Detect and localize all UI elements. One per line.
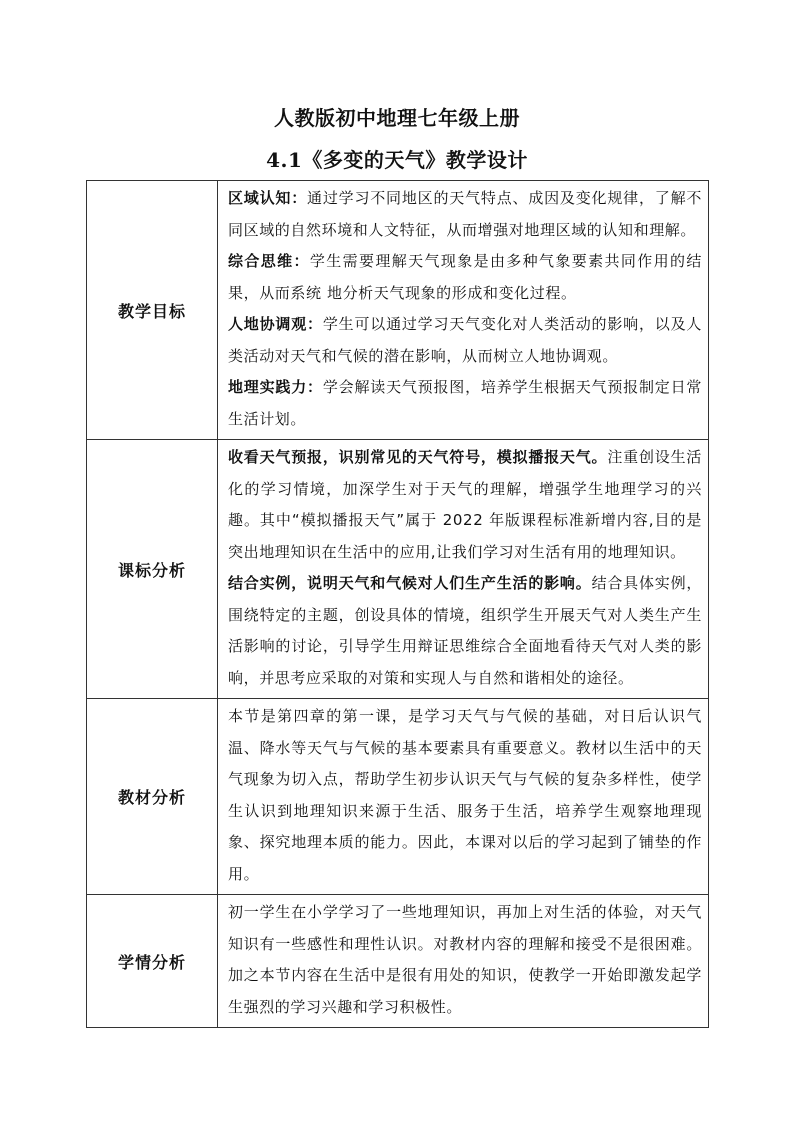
goal-term: 地理实践力： [228, 378, 323, 396]
row-content-students [218, 895, 709, 1028]
table-row-standards [87, 440, 709, 699]
standard-item [228, 568, 702, 694]
row-content-goals [218, 181, 709, 440]
goal-item [228, 183, 702, 246]
standard-term: 收看天气预报，识别常见的天气符号，模拟播报天气。 [228, 448, 608, 466]
goal-text: 学会解读天气预报图，培养学生根据天气预报制定日常生活计划。 [228, 378, 702, 428]
row-content-standards [218, 440, 709, 699]
goal-text: 学生可以通过学习天气变化对人类活动的影响，以及人类活动对天气和气候的潜在影响，从而树立人地协调观。 [228, 315, 702, 365]
goal-item [228, 372, 702, 435]
goal-item [228, 246, 702, 309]
row-label-standards: 课标分析 [87, 440, 218, 699]
goal-item [228, 309, 702, 372]
document-subtitle: 4.1《多变的天气》教学设计 [266, 148, 528, 172]
goal-term: 区域认知： [228, 189, 308, 207]
table-row-students [87, 895, 709, 1028]
textbook-text: 本节是第四章的第一课，是学习天气与气候的基础，对日后认识气温、降水等天气与气候的基本要素具有重要意义。教材以生活中的天气现象为切入点，帮助学生初步认识天气与气候的复杂多样性，使学生认识到地理知识来源于生活、服务于生活，培养学生观察地理现象、探究地理本质的能力。因此，本课对以后的学习起到了铺垫的作用。 [228, 707, 702, 883]
table-row-textbook [87, 699, 709, 895]
lesson-design-table [86, 180, 709, 1028]
goal-text: 通过学习不同地区的天气特点、成因及变化规律，了解不同区域的自然环境和人文特征，从而增强对地理区域的认知和理解。 [228, 189, 702, 239]
document-title: 人教版初中地理七年级上册 [274, 106, 520, 130]
standard-item [228, 442, 702, 568]
goal-term: 人地协调观： [228, 315, 323, 333]
row-label-textbook: 教材分析 [87, 699, 218, 895]
standard-text: 注重创设生活化的学习情境，加深学生对于天气的理解，增强学生地理学习的兴趣。其中“模拟播报天气”属于 2022 年版课程标准新增内容,目的是突出地理知识在生活中的应用,让我们学习对生活有用的地理知识。 [228, 448, 702, 561]
students-text: 初一学生在小学学习了一些地理知识，再加上对生活的体验，对天气知识有一些感性和理性认识。对教材内容的理解和接受不是很困难。加之本节内容在生活中是很有用处的知识，使教学一开始即激发起学生强烈的学习兴趣和学习积极性。 [228, 903, 702, 1016]
standard-text: 结合具体实例，围绕特定的主题，创设具体的情境，组织学生开展天气对人类生产生活影响的讨论，引导学生用辩证思维综合全面地看待天气对人类的影响，并思考应采取的对策和实现人与自然和谐相处的途径。 [228, 574, 703, 687]
row-content-textbook [218, 699, 709, 895]
standard-term: 结合实例，说明天气和气候对人们生产生活的影响。 [228, 574, 592, 592]
goal-term: 综合思维： [228, 252, 310, 270]
row-label-students: 学情分析 [87, 895, 218, 1028]
row-label-goals: 教学目标 [87, 181, 218, 440]
table-row-goals [87, 181, 709, 440]
goal-text: 学生需要理解天气现象是由多种气象要素共同作用的结果，从而系统 地分析天气现象的形成和变化过程。 [228, 252, 702, 302]
